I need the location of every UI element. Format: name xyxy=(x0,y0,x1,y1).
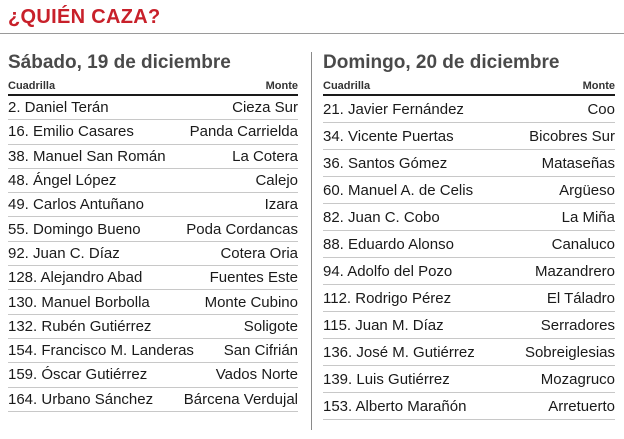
cuadrilla-cell: 48. Ángel López xyxy=(8,172,117,190)
monte-cell: Coo xyxy=(587,100,615,118)
monte-cell: La Miña xyxy=(561,208,615,226)
table-row xyxy=(323,312,615,339)
table-row xyxy=(323,231,615,258)
saturday-table-header xyxy=(8,79,298,94)
col-cuadrilla-header: Cuadrilla xyxy=(323,80,371,92)
table-row xyxy=(323,123,615,150)
table-row xyxy=(323,96,615,123)
table-row xyxy=(323,258,615,285)
monte-cell: Mozagruco xyxy=(540,370,615,388)
cuadrilla-cell: 92. Juan C. Díaz xyxy=(8,244,120,262)
monte-cell: Argüeso xyxy=(559,181,615,199)
table-row xyxy=(323,285,615,312)
table-row xyxy=(8,290,298,314)
title-divider xyxy=(0,33,624,34)
table-row xyxy=(323,204,615,231)
table-row xyxy=(8,145,298,169)
cuadrilla-cell: 2. Daniel Terán xyxy=(8,99,109,117)
saturday-day-label: Sábado, 19 de diciembre xyxy=(8,52,231,73)
cuadrilla-cell: 139. Luis Gutiérrez xyxy=(323,370,450,388)
monte-cell: Mazandrero xyxy=(534,262,615,280)
monte-cell: San Cifrián xyxy=(223,342,298,360)
monte-cell: Bicobres Sur xyxy=(529,127,615,145)
page-title: ¿QUIÉN CAZA? xyxy=(8,6,161,28)
cuadrilla-cell: 130. Manuel Borbolla xyxy=(8,293,150,311)
saturday-rows xyxy=(8,96,298,412)
column-divider xyxy=(311,52,312,430)
cuadrilla-cell: 60. Manuel A. de Celis xyxy=(323,181,474,199)
col-monte-header: Monte xyxy=(582,80,615,92)
cuadrilla-cell: 164. Urbano Sánchez xyxy=(8,390,154,408)
cuadrilla-cell: 154. Francisco M. Landeras xyxy=(8,342,194,360)
cuadrilla-cell: 159. Óscar Gutiérrez xyxy=(8,366,148,384)
monte-cell: Poda Cordancas xyxy=(186,220,298,238)
col-monte-header: Monte xyxy=(265,80,298,92)
cuadrilla-cell: 16. Emilio Casares xyxy=(8,123,134,141)
monte-cell: Cotera Oria xyxy=(220,244,298,262)
monte-cell: Canaluco xyxy=(551,235,615,253)
table-row xyxy=(323,366,615,393)
table-row xyxy=(8,315,298,339)
cuadrilla-cell: 88. Eduardo Alonso xyxy=(323,235,454,253)
cuadrilla-cell: 153. Alberto Marañón xyxy=(323,397,467,415)
sunday-column xyxy=(323,50,615,420)
table-row xyxy=(8,242,298,266)
sunday-day-label: Domingo, 20 de diciembre xyxy=(323,52,560,73)
cuadrilla-cell: 128. Alejandro Abad xyxy=(8,269,143,287)
monte-cell: Soligote xyxy=(243,317,298,335)
table-row xyxy=(323,150,615,177)
monte-cell: Monte Cubino xyxy=(204,293,298,311)
cuadrilla-cell: 21. Javier Fernández xyxy=(323,100,464,118)
saturday-column xyxy=(8,50,298,412)
cuadrilla-cell: 94. Adolfo del Pozo xyxy=(323,262,453,280)
cuadrilla-cell: 55. Domingo Bueno xyxy=(8,220,141,238)
sunday-rows xyxy=(323,96,615,420)
table-row xyxy=(8,120,298,144)
cuadrilla-cell: 112. Rodrigo Pérez xyxy=(323,289,452,307)
table-row xyxy=(8,169,298,193)
sunday-table-header xyxy=(323,79,615,94)
monte-cell: La Cotera xyxy=(232,147,298,165)
cuadrilla-cell: 49. Carlos Antuñano xyxy=(8,196,144,214)
monte-cell: Arretuerto xyxy=(548,397,615,415)
cuadrilla-cell: 34. Vicente Puertas xyxy=(323,127,454,145)
monte-cell: Sobreiglesias xyxy=(524,343,615,361)
table-row xyxy=(8,96,298,120)
cuadrilla-cell: 132. Rubén Gutiérrez xyxy=(8,317,152,335)
cuadrilla-cell: 36. Santos Gómez xyxy=(323,154,448,172)
table-row xyxy=(323,393,615,420)
monte-cell: Vados Norte xyxy=(215,366,298,384)
cuadrilla-cell: 115. Juan M. Díaz xyxy=(323,316,444,334)
col-cuadrilla-header: Cuadrilla xyxy=(8,80,56,92)
cuadrilla-cell: 38. Manuel San Román xyxy=(8,147,166,165)
table-row xyxy=(8,193,298,217)
cuadrilla-cell: 136. José M. Gutiérrez xyxy=(323,343,475,361)
monte-cell: Mataseñas xyxy=(541,154,615,172)
table-row xyxy=(323,339,615,366)
monte-cell: Panda Carrielda xyxy=(189,123,298,141)
table-row xyxy=(323,177,615,204)
monte-cell: Calejo xyxy=(255,172,298,190)
table-row xyxy=(8,388,298,412)
table-row xyxy=(8,363,298,387)
table-row xyxy=(8,266,298,290)
monte-cell: El Táladro xyxy=(546,289,615,307)
table-row xyxy=(8,217,298,241)
monte-cell: Izara xyxy=(264,196,298,214)
monte-cell: Cieza Sur xyxy=(232,99,298,117)
table-row xyxy=(8,339,298,363)
cuadrilla-cell: 82. Juan C. Cobo xyxy=(323,208,440,226)
monte-cell: Fuentes Este xyxy=(209,269,298,287)
monte-cell: Serradores xyxy=(540,316,615,334)
monte-cell: Bárcena Verdujal xyxy=(183,390,298,408)
